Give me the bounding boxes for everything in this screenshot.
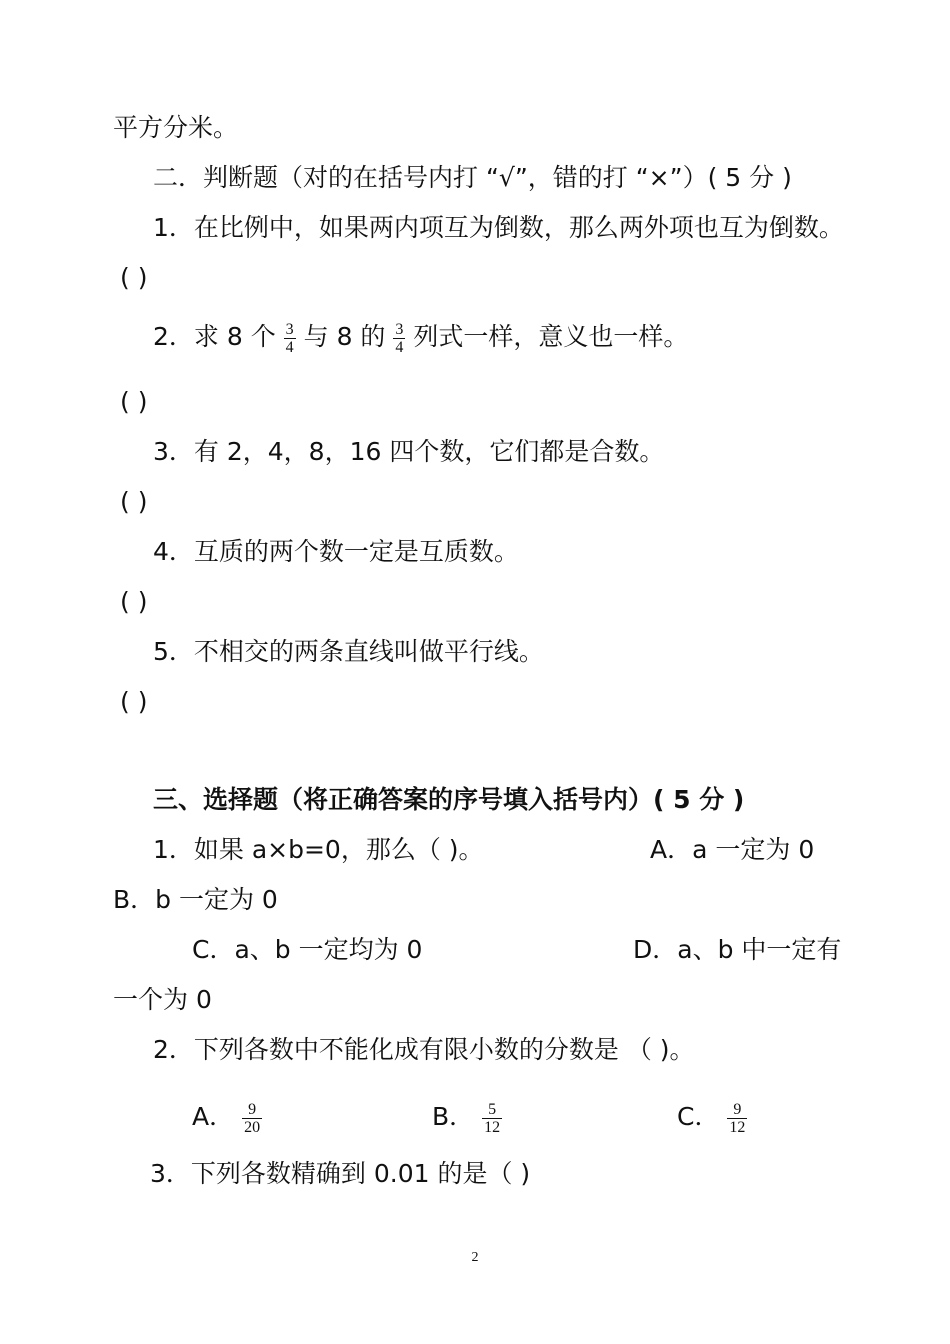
text-line: 平方分米。 (113, 113, 239, 142)
page-number: 2 (471, 1250, 479, 1265)
option-label: A． (192, 1102, 235, 1131)
option-label: C． (677, 1102, 720, 1131)
answer-blank: ( ) (120, 263, 148, 292)
fraction (727, 1101, 747, 1136)
question-text: 与 8 的 (303, 322, 386, 351)
fraction (482, 1101, 502, 1136)
option-b: B．b 一定为 0 (113, 885, 278, 914)
choice-question-1: 1．如果 a×b=0，那么（ )。 (153, 835, 484, 864)
fraction-numerator: 3 (395, 320, 404, 338)
fraction-denominator: 12 (484, 1118, 501, 1136)
fraction-numerator: 9 (242, 1101, 262, 1119)
section-title: 三、选择题（将正确答案的序号填入括号内）( 5 分 ) (153, 785, 745, 814)
option-c: C．a、b 一定均为 0 (192, 935, 423, 964)
option-c (677, 1100, 747, 1136)
fraction (393, 321, 405, 356)
question-3: 3．有 2，4，8，16 四个数，它们都是合数。 (153, 437, 665, 466)
fraction-numerator: 9 (727, 1101, 747, 1119)
fraction-denominator: 20 (244, 1118, 261, 1136)
fraction (242, 1101, 262, 1136)
answer-blank: ( ) (120, 587, 148, 616)
option-d-continued: 一个为 0 (113, 985, 212, 1014)
fraction-numerator: 5 (482, 1101, 502, 1119)
fraction-denominator: 4 (395, 338, 404, 356)
option-a (192, 1100, 262, 1136)
fraction-numerator: 3 (285, 320, 294, 338)
question-5: 5．不相交的两条直线叫做平行线。 (153, 637, 544, 666)
answer-blank: ( ) (120, 387, 148, 416)
question-1: 1．在比例中，如果两内项互为倒数，那么两外项也互为倒数。 (153, 213, 844, 242)
section-title: 二．判断题（对的在括号内打 “√”，错的打 “×”）( 5 分 ) (153, 163, 792, 192)
choice-question-2: 2．下列各数中不能化成有限小数的分数是 （ )。 (153, 1035, 695, 1064)
question-2 (153, 320, 688, 356)
fraction (284, 321, 296, 356)
option-d: D．a、b 中一定有 (633, 935, 842, 964)
option-b (432, 1100, 502, 1136)
fraction-denominator: 12 (729, 1118, 746, 1136)
option-a: A．a 一定为 0 (650, 835, 815, 864)
fraction-denominator: 4 (285, 338, 294, 356)
question-text: 列式一样，意义也一样。 (413, 322, 689, 351)
answer-blank: ( ) (120, 687, 148, 716)
question-text: 2．求 8 个 (153, 322, 276, 351)
choice-question-3: 3．下列各数精确到 0.01 的是（ ) (150, 1159, 531, 1188)
question-4: 4．互质的两个数一定是互质数。 (153, 537, 519, 566)
answer-blank: ( ) (120, 487, 148, 516)
option-label: B． (432, 1102, 475, 1131)
